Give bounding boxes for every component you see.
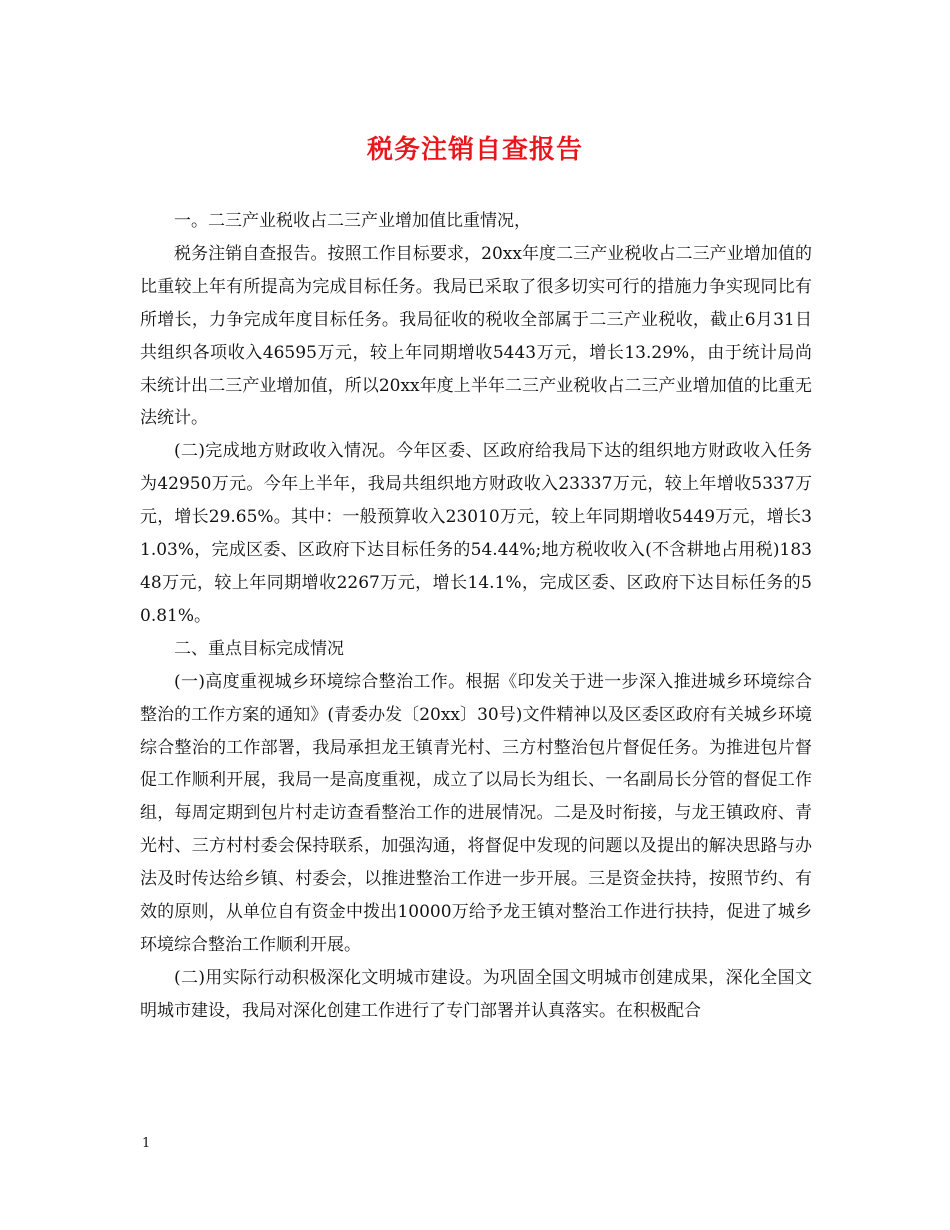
paragraph-1: 一。二三产业税收占二三产业增加值比重情况，	[174, 211, 531, 231]
page-number: 1	[142, 1136, 151, 1151]
paragraph-5: (一)高度重视城乡环境综合整治工作。根据《印发关于进一步深入推进城乡环境综合整治的工作方案的通知》(青委办发〔20xx〕30号)文件精神以及区委区政府有关城乡环境综合整治的工作部署，我局承担龙王镇青光村、三方村整治包片督促任务。为推进包片督促工作顺利开展，我局一是高度重视，成立了以局长为组长、一名副局长分管的督促工作组，每周定期到包片村走访查看整治工作的进展情况。二是及时衔接，与龙王镇政府、青光村、三方村村委会保持联系，加强沟通，将督促中发现的问题以及提出的解决思路与办法及时传达给乡镇、村委会，以推进整治工作进一步开展。三是资金扶持，按照节约、有效的原则，从单位自有资金中拨出10000万给予龙王镇对整治工作进行扶持，促进了城乡环境综合整治工作顺利开展。	[140, 671, 812, 955]
document-body	[140, 205, 812, 1028]
paragraph-2: 税务注销自查报告。按照工作目标要求，20xx年度二三产业税收占二三产业增加值的比重较上年有所提高为完成目标任务。我局已采取了很多切实可行的措施力争实现同比有所增长，力争完成年度目标任务。我局征收的税收全部属于二三产业税收，截止6月31日共组织各项收入46595万元，较上年同期增收5443万元，增长13.29%，由于统计局尚未统计出二三产业增加值，所以20xx年度上半年二三产业税收占二三产业增加值的比重无法统计。	[140, 243, 812, 429]
paragraph-4: 二、重点目标完成情况	[174, 638, 344, 659]
document-title: 税务注销自查报告	[366, 135, 583, 165]
paragraph-6: (二)用实际行动积极深化文明城市建设。为巩固全国文明城市创建成果，深化全国文明城市建设，我局对深化创建工作进行了专门部署并认真落实。在积极配合	[140, 967, 812, 1021]
paragraph-3: (二)完成地方财政收入情况。今年区委、区政府给我局下达的组织地方财政收入任务为42950万元。今年上半年，我局共组织地方财政收入23337万元，较上年增收5337万元，增长29.65%。其中：一般预算收入23010万元，较上年同期增收5449万元，增长31.03%，完成区委、区政府下达目标任务的54.44%;地方税收收入(不含耕地占用税)18348万元，较上年同期增收2267万元，增长14.1%，完成区委、区政府下达目标任务的50.81%。	[140, 441, 812, 626]
